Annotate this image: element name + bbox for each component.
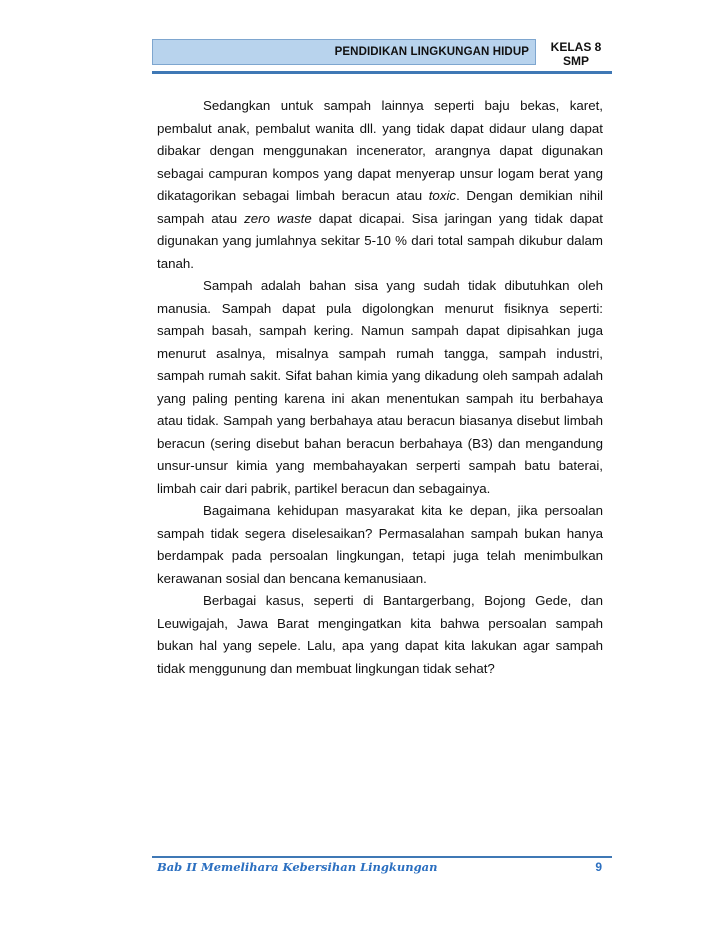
paragraph-1-italic-zero-waste: zero waste <box>244 210 312 226</box>
paragraph-1-text-c: dapat dicapai. Sisa jaringan yang tidak dapat digunakan yang jumlahnya sekitar 5-10 % dari total sampah dikubur dalam tanah. <box>157 210 604 271</box>
header-class-level: SMP <box>562 54 589 68</box>
header-class-label <box>540 40 612 68</box>
header-band <box>152 39 536 65</box>
header-rule <box>152 71 612 74</box>
header-class-grade: KELAS 8 <box>550 40 602 54</box>
paragraph-2: Sampah adalah bahan sisa yang sudah tidak dibutuhkan oleh manusia. Sampah dapat pula digolongkan menurut fisiknya seperti: sampah basah, sampah kering. Namun sampah dapat dipisahkan juga menurut asalnya, misalnya sampah rumah tangga, sampah industri, sampah rumah sakit. Sifat bahan kimia yang dikadung oleh sampah adalah yang paling penting karena ini akan menentukan sampah itu berbahaya atau tidak. Sampah yang berbahaya atau beracun biasanya disebut limbah beracun (sering disebut bahan beracun berbahaya (B3) dan mengandung unsur-unsur kimia yang membahayakan serperti sampah batu baterai, limbah cair dari pabrik, partikel beracun dan sebagainya. <box>157 278 603 496</box>
paragraph-3: Bagaimana kehidupan masyarakat kita ke depan, jika persoalan sampah tidak segera diselesaikan? Permasalahan sampah bukan hanya berdampak pada persoalan lingkungan, tetapi juga telah menimbulkan kerawanan sosial dan bencana kemanusiaan. <box>157 503 603 586</box>
paragraph-1-italic-toxic: toxic <box>428 188 457 203</box>
paragraph-4: Berbagai kasus, seperti di Bantargerbang, Bojong Gede, dan Leuwigajah, Jawa Barat mengingatkan kita bahwa persoalan sampah bukan hal yang sepele. Lalu, apa yang dapat kita lakukan agar sampah tidak menggunung dan membuat lingkungan tidak sehat? <box>157 593 603 676</box>
page-body <box>157 95 603 680</box>
footer-chapter-title: Bab II Memelihara Kebersihan Lingkungan <box>157 860 438 874</box>
paragraph-1-text-a: Sedangkan untuk sampah lainnya seperti baju bekas, karet, pembalut anak, pembalut wanita dll. yang tidak dapat didaur ulang dapat dibakar dengan menggunakan incenerator, arangnya dapat digunakan sebagai campuran kompos yang dapat menyerap unsur logam berat yang dikatagorikan sebagai limbah beracun atau <box>157 98 603 203</box>
page-number: 9 <box>595 860 602 874</box>
paragraph-1 <box>157 95 603 275</box>
header-title: PENDIDIKAN LINGKUNGAN HIDUP <box>334 46 529 58</box>
footer-rule <box>152 856 612 858</box>
paragraph-1-text-b: . Dengan demikian nihil sampah atau <box>157 188 603 226</box>
